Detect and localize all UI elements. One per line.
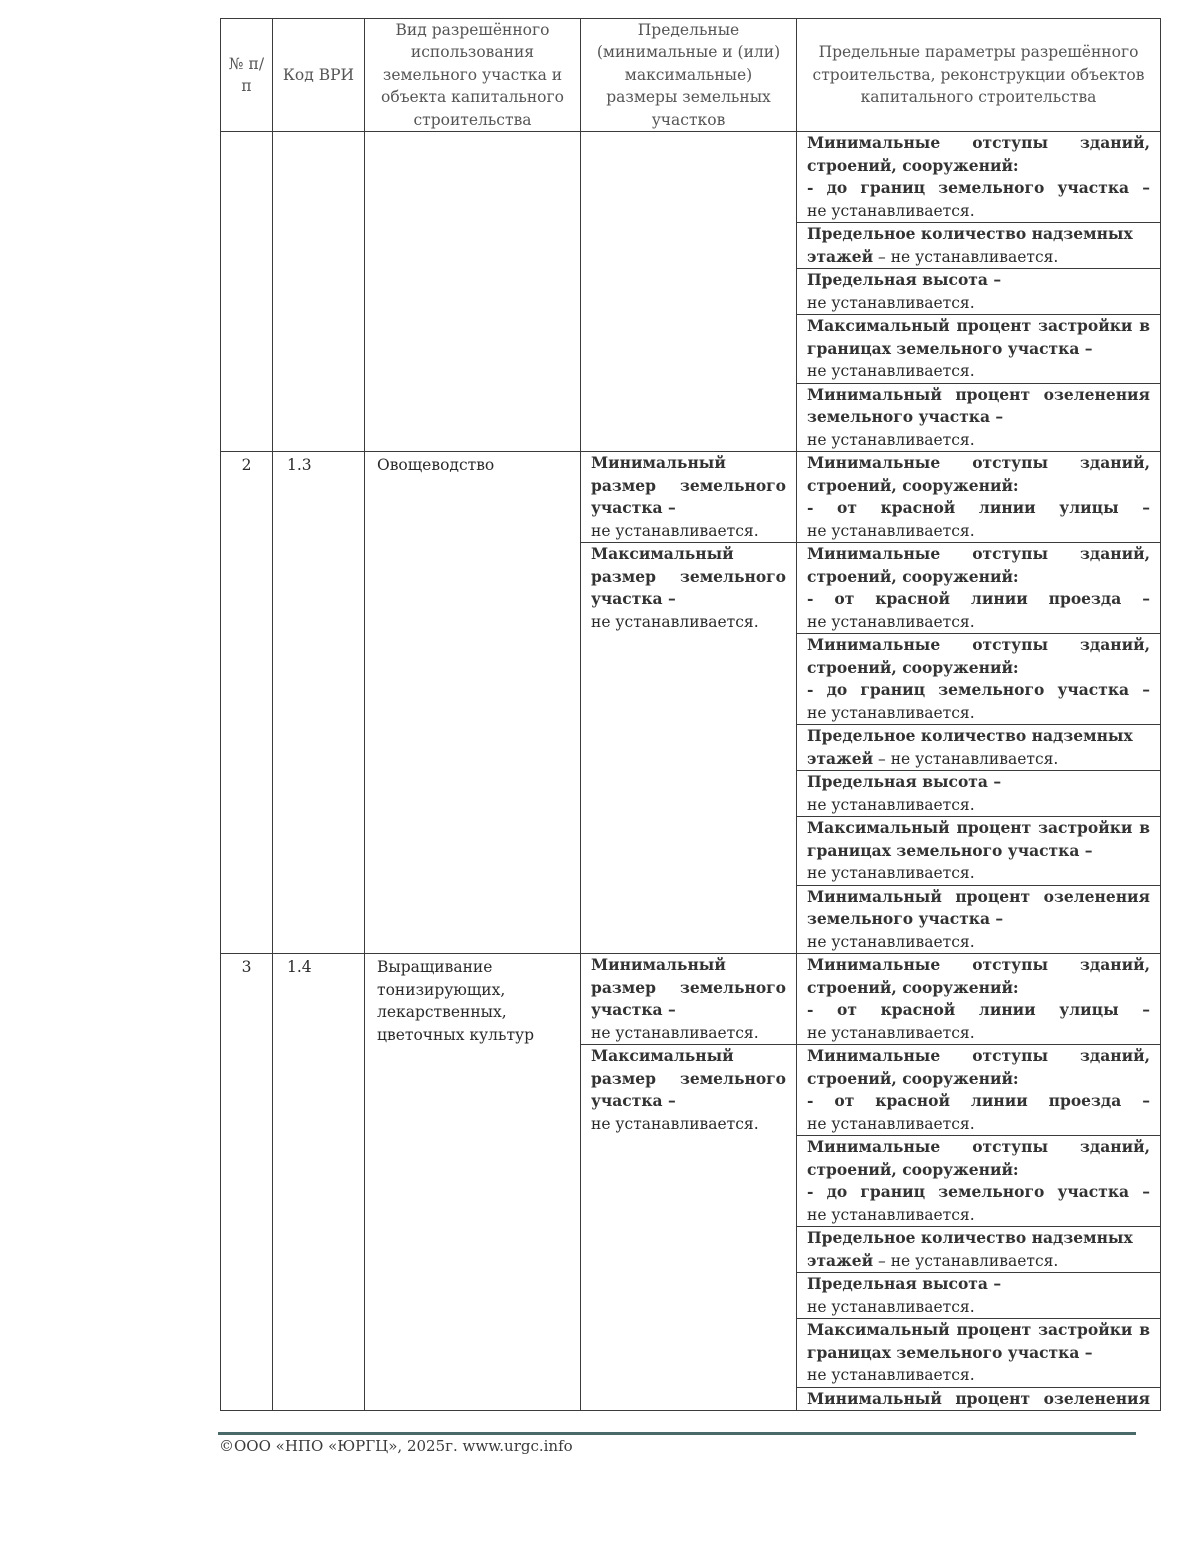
size-block: [581, 1045, 796, 1135]
param-title: Минимальные отступы зданий, строений, сооружений:: [807, 133, 1150, 175]
param-value: – не устанавливается.: [873, 247, 1059, 266]
param-block: [797, 1273, 1160, 1319]
size-title: Максимальный размер земельного участка –: [591, 1046, 786, 1110]
param-title: Минимальные отступы зданий, строений, сооружений:: [807, 955, 1150, 997]
row-size-cell: [581, 132, 797, 452]
param-value: не устанавливается.: [807, 521, 975, 540]
table-row: [221, 452, 1161, 954]
param-value: не устанавливается.: [807, 1297, 975, 1316]
param-value: – не устанавливается.: [873, 1251, 1059, 1270]
param-block: [797, 315, 1160, 384]
param-detail: - от красной линии проезда –: [807, 1091, 1150, 1110]
param-detail: - от красной линии проезда –: [807, 589, 1150, 608]
table-row: [221, 132, 1161, 452]
param-value: – не устанавливается.: [873, 749, 1059, 768]
param-title: Минимальный процент озеленения земельного участка –: [807, 886, 1150, 928]
param-value: не устанавливается.: [807, 293, 975, 312]
param-detail: - от красной линии улицы –: [807, 498, 1150, 517]
param-block: [797, 1136, 1160, 1227]
footer-divider: [218, 1432, 1136, 1435]
row-num-cell: [221, 132, 273, 452]
param-value: не устанавливается.: [807, 201, 975, 220]
param-detail: - до границ земельного участка –: [807, 178, 1150, 197]
size-block: [581, 954, 796, 1045]
param-value: не устанавливается.: [807, 362, 975, 380]
header-num: № п/п: [221, 19, 273, 132]
param-block: [797, 1045, 1160, 1136]
row-use-cell: Овощеводство: [365, 452, 581, 954]
param-title: Максимальный процент застройки в границах земельного участка –: [807, 316, 1150, 358]
param-value: не устанавливается.: [807, 864, 975, 882]
param-block: [797, 452, 1160, 543]
row-use-cell: [365, 132, 581, 452]
row-code-cell: [273, 132, 365, 452]
param-title: Предельное количество надземных этажей: [807, 1228, 1133, 1270]
param-value: не устанавливается.: [807, 703, 975, 722]
table-header-row: [221, 19, 1161, 132]
row-size-cell: [581, 452, 797, 954]
header-size: Предельные (минимальные и (или) максимальные) размеры земельных участков: [581, 19, 797, 132]
size-block: [581, 452, 796, 543]
param-block: [797, 384, 1160, 452]
param-block: [797, 725, 1160, 771]
param-title: Максимальный процент застройки в границах земельного участка –: [807, 1320, 1150, 1362]
header-params: Предельные параметры разрешённого строительства, реконструкции объектов капитального строительства: [797, 19, 1161, 132]
param-block: [797, 223, 1160, 269]
param-title: Предельная высота –: [807, 772, 1002, 791]
param-value: не устанавливается.: [807, 612, 975, 631]
row-params-cell: [797, 954, 1161, 1411]
param-value: не устанавливается.: [807, 1023, 975, 1042]
footer-copyright: ©ООО «НПО «ЮРГЦ», 2025г. www.urgc.info: [219, 1437, 573, 1455]
row-code-cell: 1.4: [273, 954, 365, 1411]
param-block: [797, 886, 1160, 954]
table-row: [221, 954, 1161, 1411]
row-num-cell: 3: [221, 954, 273, 1411]
param-block: [797, 1388, 1160, 1411]
row-params-cell: [797, 132, 1161, 452]
row-use-cell: Выращивание тонизирующих, лекарственных, цветочных культур: [365, 954, 581, 1411]
param-title: Минимальные отступы зданий, строений, сооружений:: [807, 1046, 1150, 1088]
param-block: [797, 1227, 1160, 1273]
size-value: не устанавливается.: [591, 1023, 759, 1042]
param-title: Минимальные отступы зданий, строений, сооружений:: [807, 1137, 1150, 1179]
param-value: не устанавливается.: [807, 1366, 975, 1384]
size-title: Минимальный размер земельного участка –: [591, 955, 786, 1019]
size-value: не устанавливается.: [591, 1114, 759, 1133]
param-value: не устанавливается.: [807, 1205, 975, 1224]
row-code-cell: 1.3: [273, 452, 365, 954]
param-block: [797, 132, 1160, 223]
param-title: Минимальный процент озеленения: [807, 1388, 1150, 1408]
regulations-table: [220, 18, 1161, 1411]
header-code: Код ВРИ: [273, 19, 365, 132]
param-title: Предельная высота –: [807, 1274, 1002, 1293]
param-block: [797, 269, 1160, 315]
param-title: Минимальные отступы зданий, строений, сооружений:: [807, 544, 1150, 586]
param-value: не устанавливается.: [807, 430, 975, 449]
param-detail: - до границ земельного участка –: [807, 1182, 1150, 1201]
param-block: [797, 817, 1160, 886]
row-params-cell: [797, 452, 1161, 954]
size-value: не устанавливается.: [591, 612, 759, 631]
param-title: Максимальный процент застройки в границах земельного участка –: [807, 818, 1150, 860]
param-block: [797, 543, 1160, 634]
param-title: Минимальный процент озеленения земельного участка –: [807, 384, 1150, 426]
param-value: не устанавливается.: [807, 932, 975, 951]
param-title: Предельная высота –: [807, 270, 1002, 289]
param-block: [797, 634, 1160, 725]
param-value: не устанавливается.: [807, 795, 975, 814]
size-value: не устанавливается.: [591, 521, 759, 540]
param-block: [797, 771, 1160, 817]
param-block: [797, 1319, 1160, 1388]
size-block: [581, 543, 796, 633]
param-title: Предельное количество надземных этажей: [807, 726, 1133, 768]
param-detail: - до границ земельного участка –: [807, 680, 1150, 699]
param-title: Предельное количество надземных этажей: [807, 224, 1133, 266]
size-title: Максимальный размер земельного участка –: [591, 544, 786, 608]
param-detail: - от красной линии улицы –: [807, 1000, 1150, 1019]
size-title: Минимальный размер земельного участка –: [591, 453, 786, 517]
header-use: Вид разрешённого использования земельного участка и объекта капитального строительства: [365, 19, 581, 132]
row-size-cell: [581, 954, 797, 1411]
param-value: не устанавливается.: [807, 1114, 975, 1133]
param-title: Минимальные отступы зданий, строений, сооружений:: [807, 635, 1150, 677]
row-num-cell: 2: [221, 452, 273, 954]
param-block: [797, 954, 1160, 1045]
param-title: Минимальные отступы зданий, строений, сооружений:: [807, 453, 1150, 495]
